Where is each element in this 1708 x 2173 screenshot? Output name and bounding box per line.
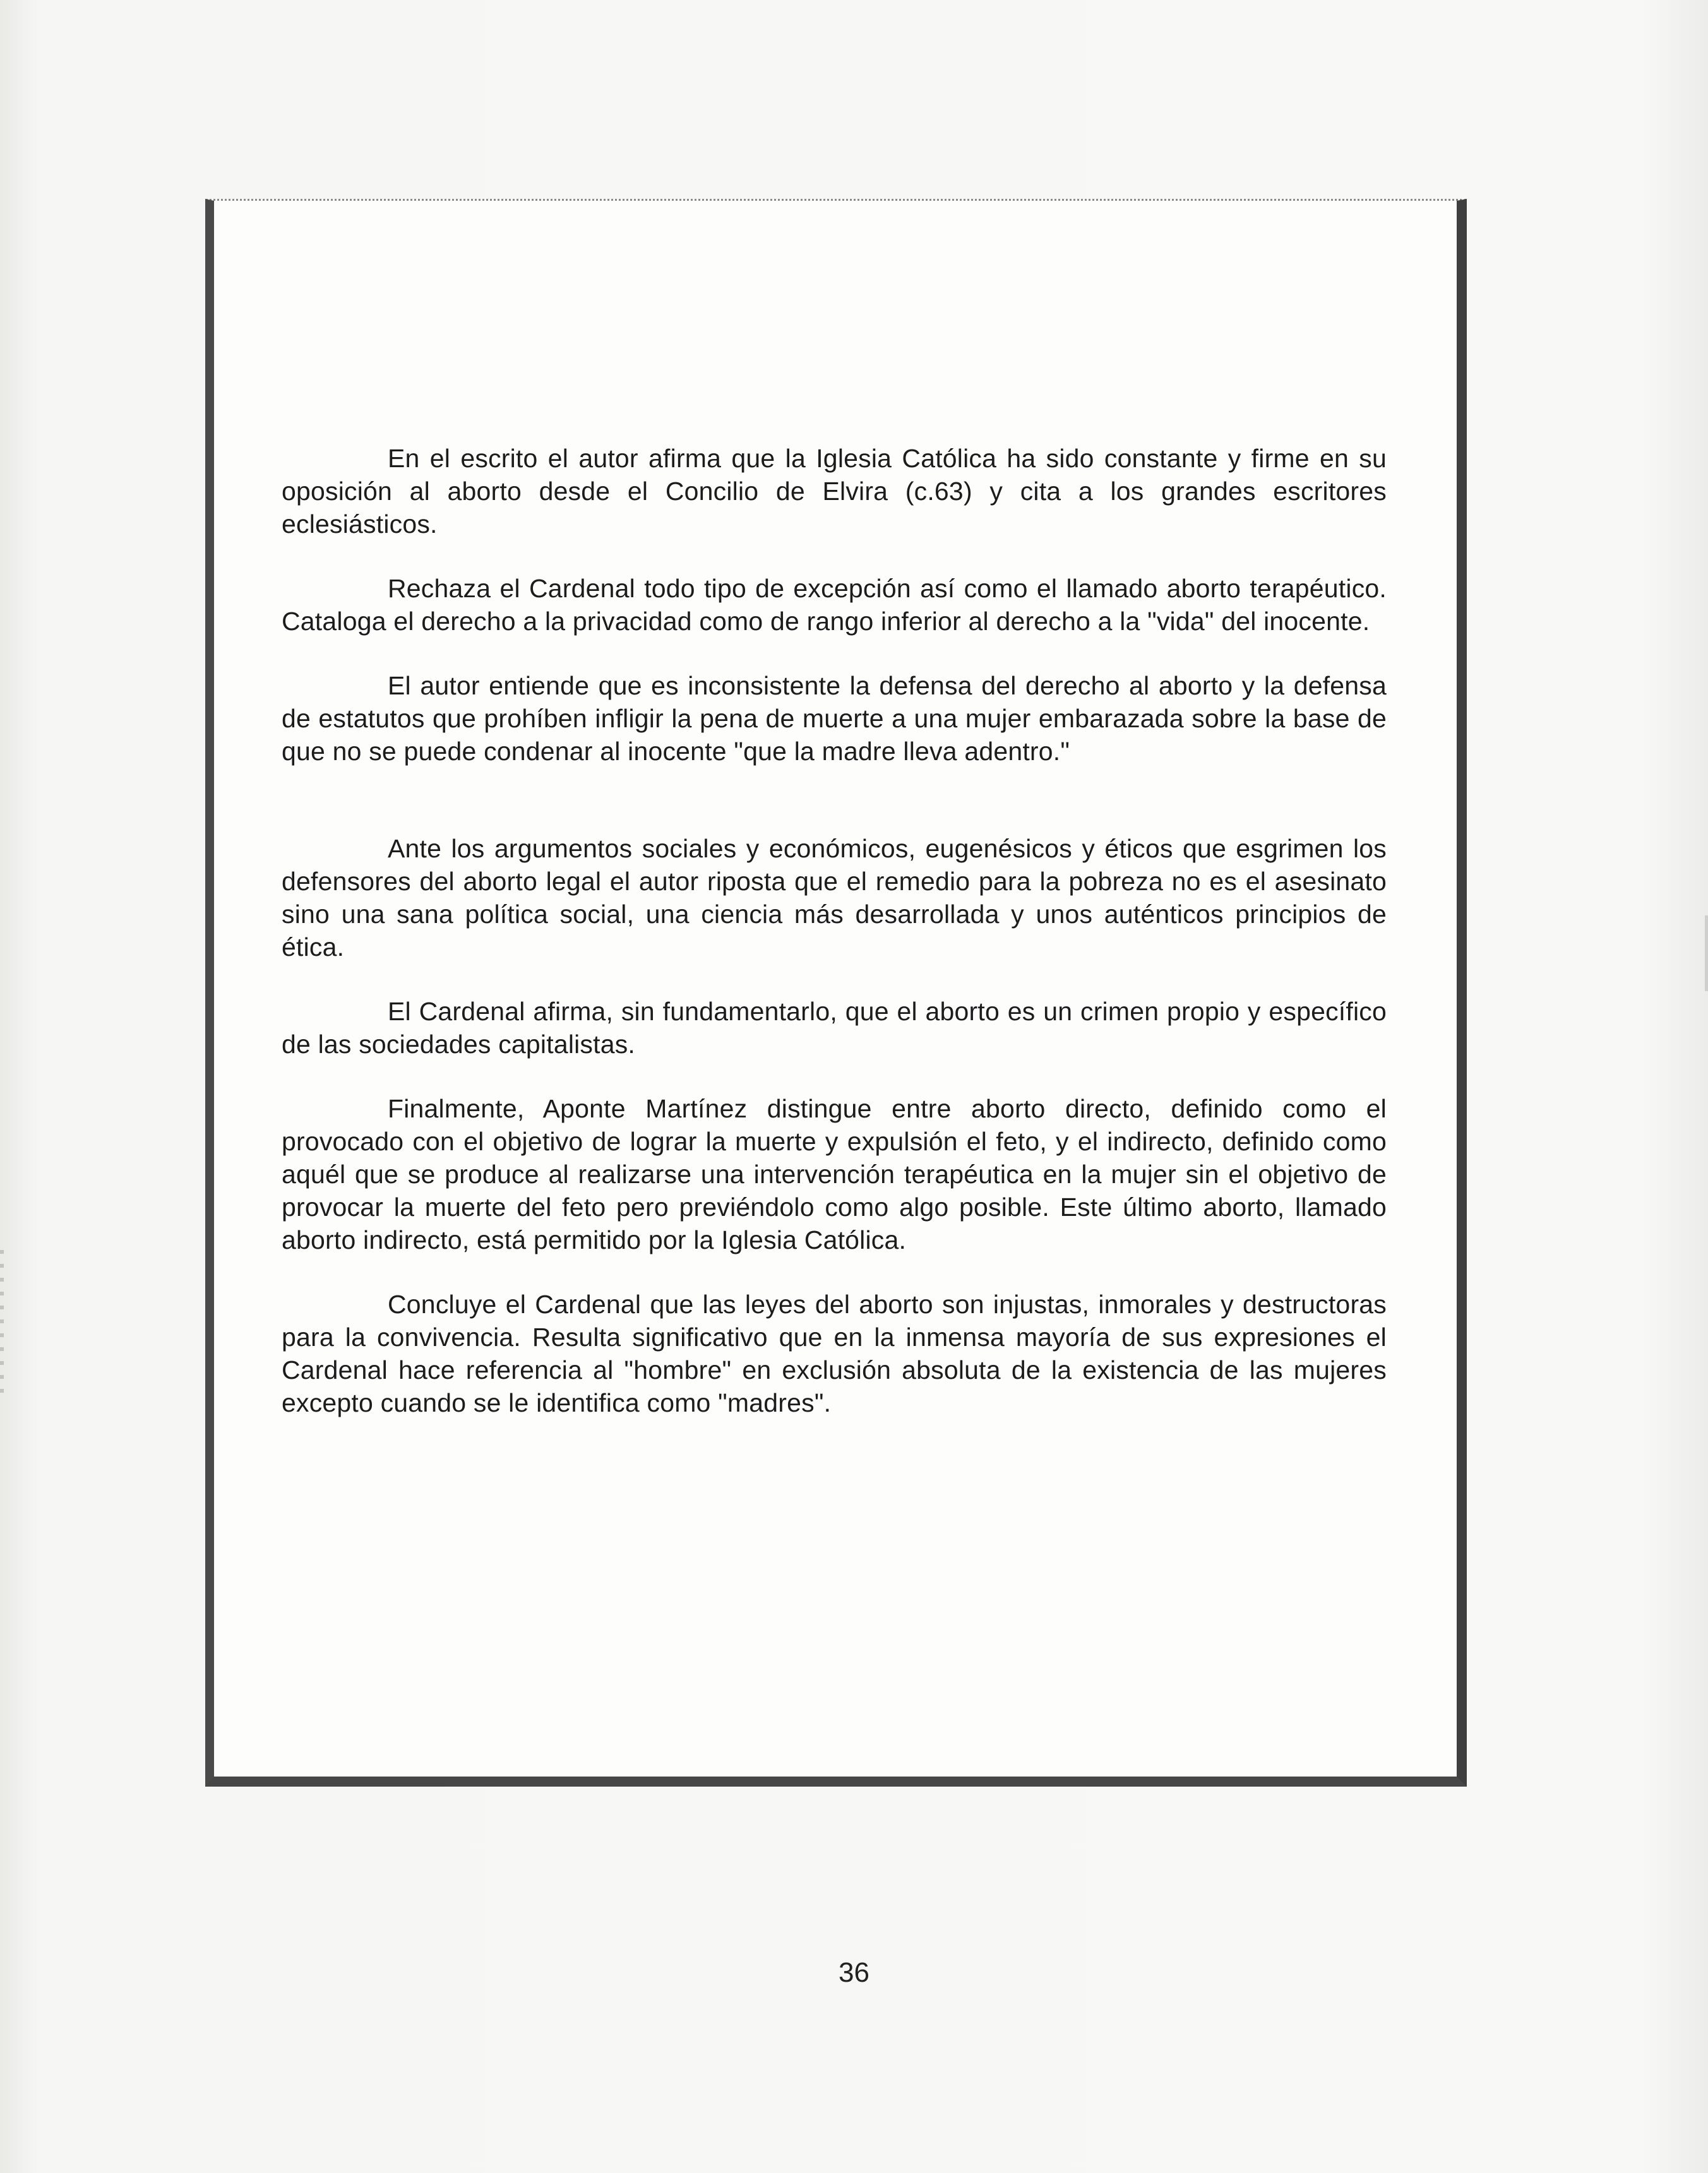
paragraph-1: En el escrito el autor afirma que la Iglesia Católica ha sido constante y firme en su oposición al aborto desde el Concilio de Elvira (c.63) y cita a los grandes escritores eclesiásticos.: [282, 444, 1387, 539]
body-text: [282, 442, 1387, 1451]
page-number: 36: [839, 1957, 869, 1988]
paragraph-6: Finalmente, Aponte Martínez distingue entre aborto directo, definido como el provocado con el objetivo de lograr la muerte y expulsión el feto, y el indirecto, definido como aquél que se produce al realizarse una intervención terapéutica en la mujer sin el objetivo de provocar la muerte del feto pero previéndolo como algo posible. Este último aborto, llamado aborto indirecto, está permitido por la Iglesia Católica.: [282, 1094, 1387, 1254]
paragraph-4: Ante los argumentos sociales y económicos, eugenésicos y éticos que esgrimen los defensores del aborto legal el autor riposta que el remedio para la pobreza no es el asesinato sino una sana política social, una ciencia más desarrollada y unos auténticos principios de ética.: [282, 834, 1387, 961]
scan-edge-mark: [0, 1250, 4, 1402]
scan-right-edge: [1705, 915, 1708, 991]
paragraph-3: El autor entiende que es inconsistente la defensa del derecho al aborto y la defensa de estatutos que prohíben infligir la pena de muerte a una mujer embarazada sobre la base de que no se puede condenar al inocente "que la madre lleva adentro.": [282, 671, 1387, 766]
paragraph-7: Concluye el Cardenal que las leyes del aborto son injustas, inmorales y destructoras para la convivencia. Resulta significativo que en la inmensa mayoría de sus expresiones el Cardenal hace referencia al "hombre" en exclusión absoluta de la existencia de las mujeres excepto cuando se le identifica como "madres".: [282, 1290, 1387, 1417]
paragraph-2: Rechaza el Cardenal todo tipo de excepción así como el llamado aborto terapéutico. Cataloga el derecho a la privacidad como de rango inferior al derecho a la "vida" del inocente.: [282, 574, 1387, 636]
paragraph-5: El Cardenal afirma, sin fundamentarlo, que el aborto es un crimen propio y específico de las sociedades capitalistas.: [282, 997, 1387, 1059]
